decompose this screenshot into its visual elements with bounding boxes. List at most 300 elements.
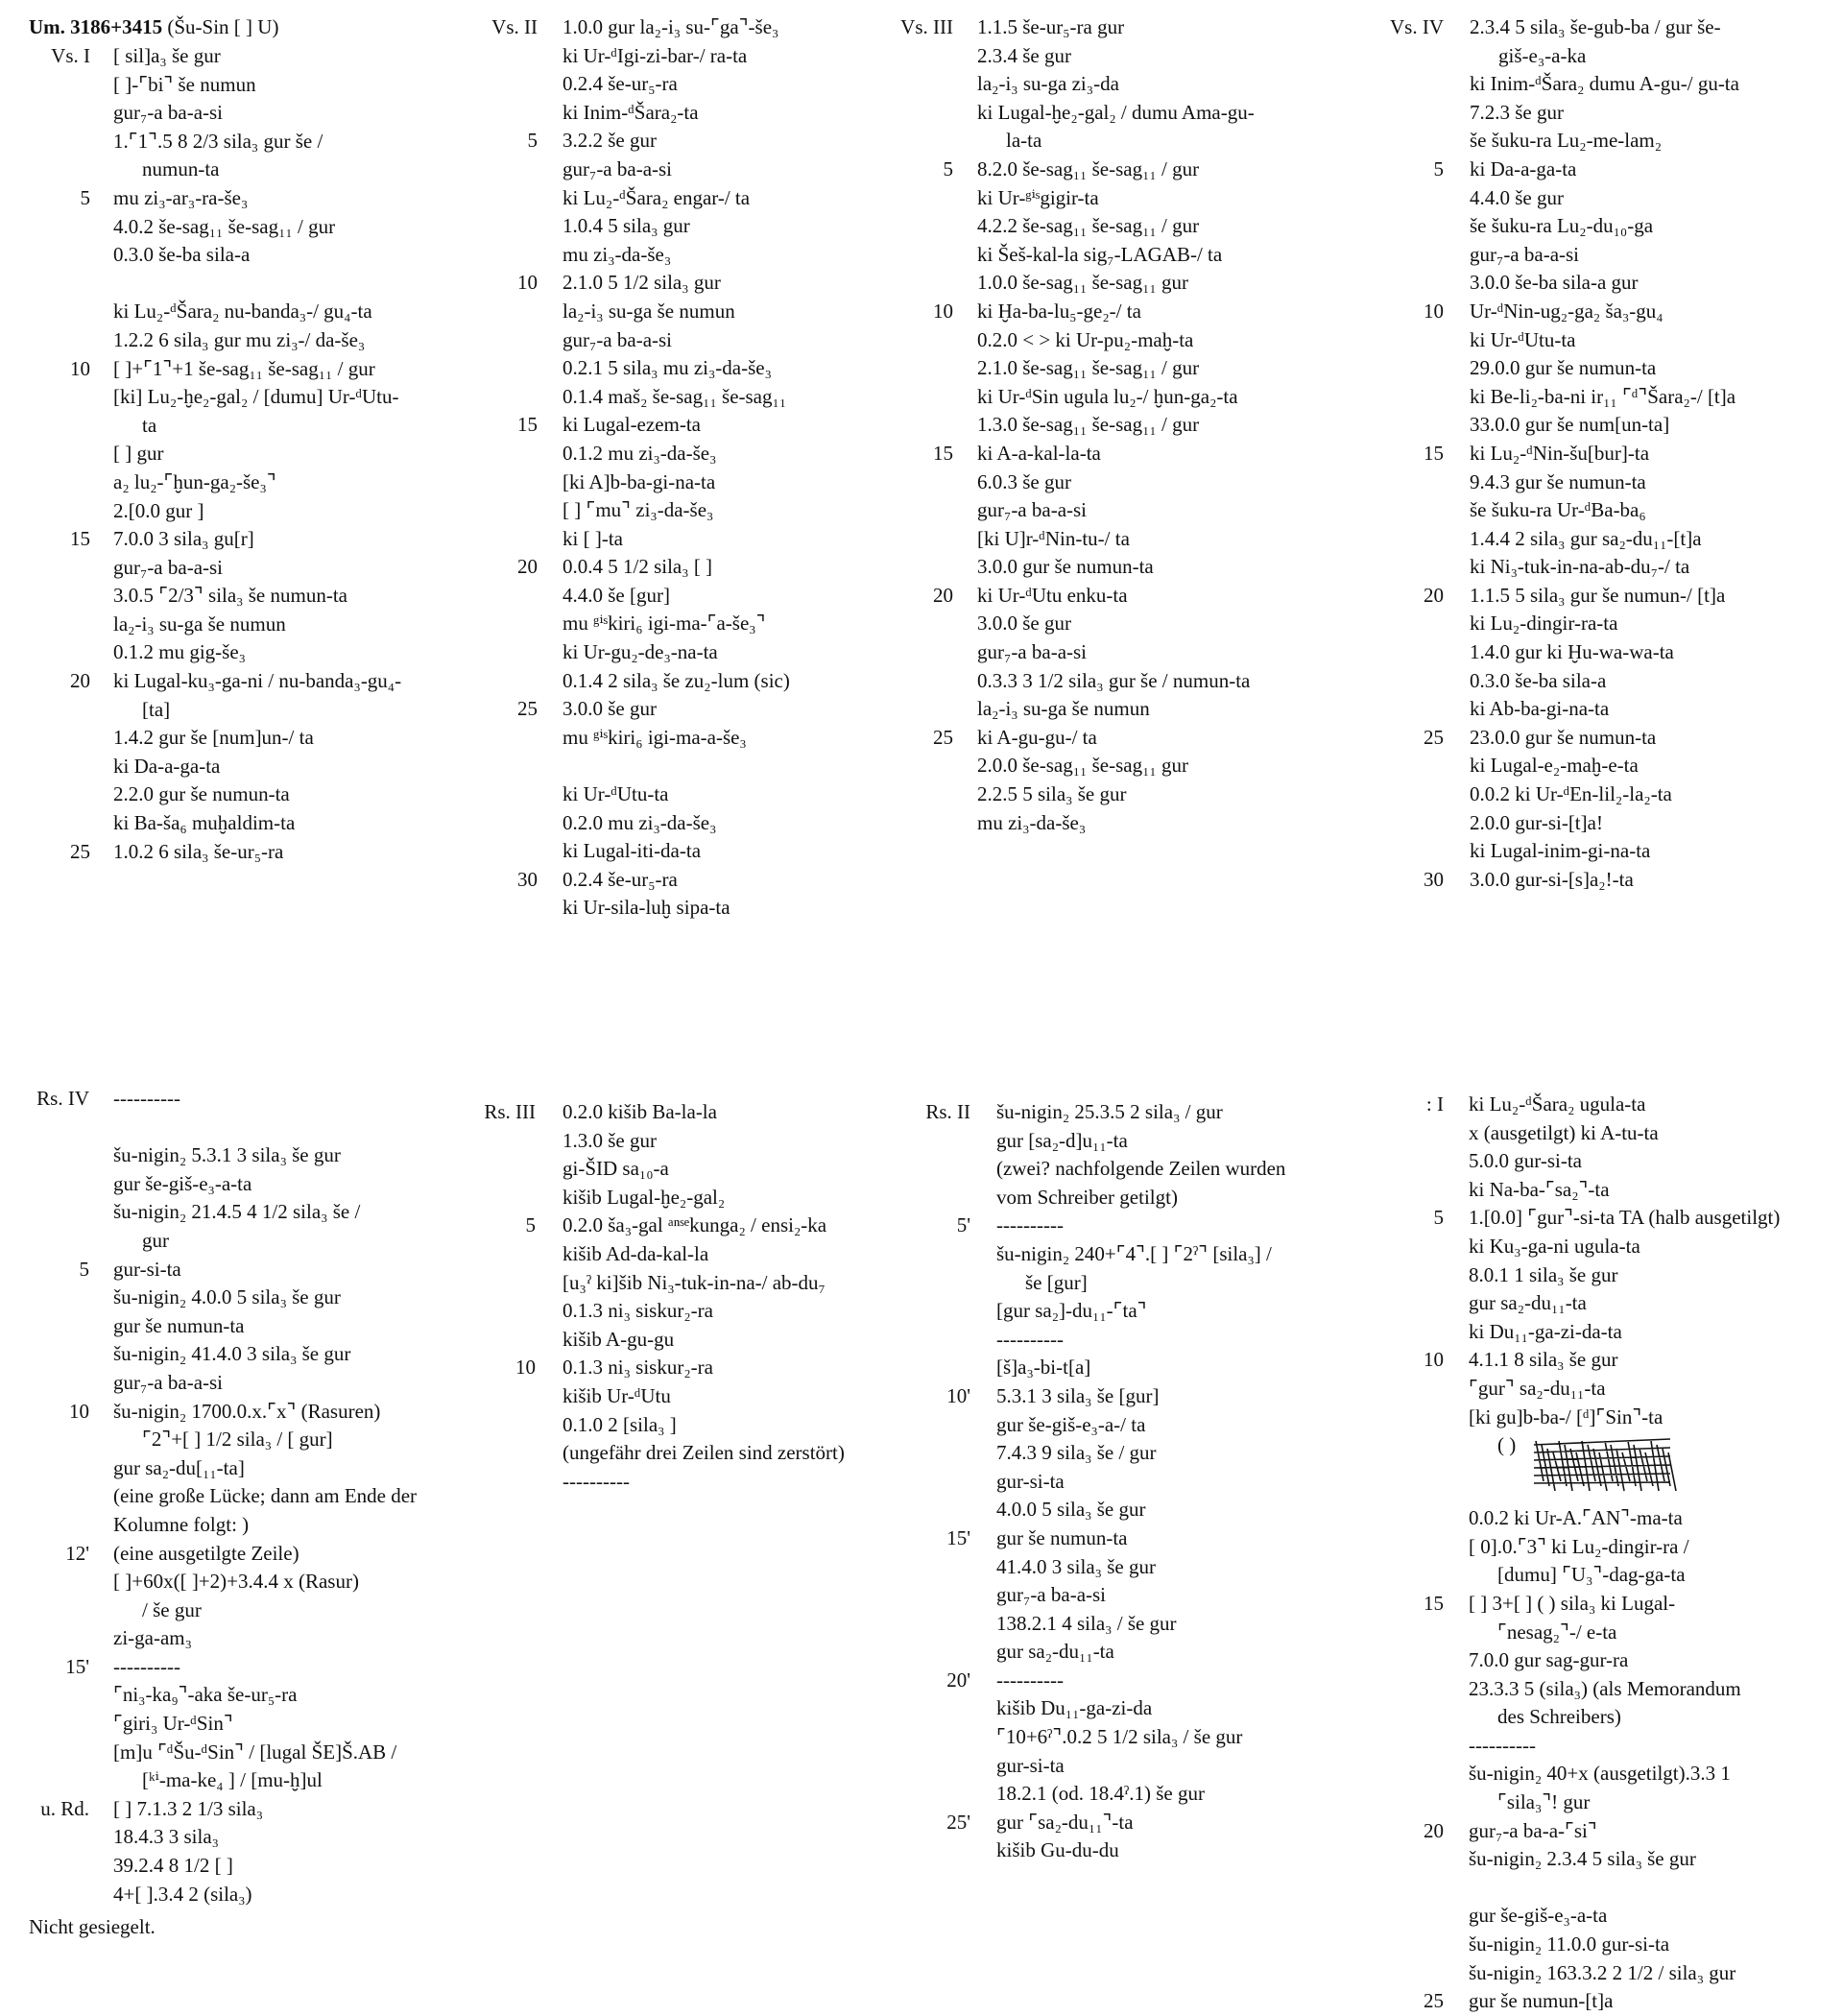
transliteration-line	[1382, 1533, 1814, 1562]
line-text: (eine ausgetilgte Zeile)	[113, 1541, 299, 1565]
line-text: a₂ lu₂-⌜ḫun-ga₂-še₃⌝	[113, 469, 276, 493]
line-number: 5	[1433, 156, 1444, 180]
line-text: [ sil]a₃ še gur	[113, 44, 221, 67]
transliteration-line	[472, 894, 875, 923]
line-text: ----------	[1469, 1733, 1536, 1757]
transliteration-line	[1382, 496, 1805, 525]
line-text: ki Ur-ᵈIgi-zi-bar-/ ra-ta	[562, 43, 748, 67]
transliteration-line	[910, 1098, 1332, 1127]
transliteration-line	[1382, 440, 1805, 468]
line-text: gur₇-a ba-a-si	[113, 555, 224, 579]
line-text: ki Na-ba-⌜sa₂⌝-ta	[1469, 1177, 1610, 1201]
transliteration-line	[910, 1723, 1332, 1752]
line-text: 0.3.0 še-ba sila-a	[113, 243, 251, 267]
line-text: še šuku-ra Lu₂-du₁₀-ga	[1470, 214, 1654, 238]
transliteration-line	[29, 838, 451, 867]
line-number: Rs. II	[925, 1100, 970, 1123]
transliteration-line	[1382, 1959, 1814, 1988]
column-vs-2	[472, 13, 875, 923]
transliteration-line	[891, 13, 1313, 42]
transliteration-line	[1382, 1732, 1814, 1761]
line-text: 23.3.3 5 (sila₃) (als Memorandum	[1469, 1676, 1741, 1700]
transliteration-line	[891, 326, 1313, 355]
transliteration-line	[472, 695, 875, 724]
transliteration-line	[29, 184, 451, 213]
column-vs-1	[29, 42, 451, 866]
line-text: 3.0.0 gur še numun-ta	[977, 555, 1154, 579]
line-text: gur₇-a ba-a-si	[977, 498, 1088, 522]
line-number: 20'	[946, 1668, 970, 1692]
transliteration-line	[472, 411, 875, 440]
line-text: 1.0.0 še-sag₁₁ še-sag₁₁ gur	[977, 271, 1188, 295]
transliteration-line	[891, 99, 1313, 128]
line-text: la₂-i₃ su-ga zi₃-da	[977, 72, 1119, 96]
line-text: 4.4.0 še gur	[1470, 185, 1564, 209]
line-text: [u₃ˀ ki]šib Ni₃-tuk-in-na-/ ab-du₇	[562, 1270, 826, 1294]
transliteration-line	[29, 525, 451, 554]
line-text: 0.2.0 < > ki Ur-pu₂-maḫ-ta	[977, 327, 1194, 351]
transliteration-line	[891, 212, 1313, 241]
line-number: Vs. III	[900, 15, 953, 38]
line-text: [ᵏⁱ-ma-ke₄ ] / [mu-ḫ]ul	[142, 1768, 323, 1792]
transliteration-line	[891, 156, 1313, 184]
line-text: 39.2.4 8 1/2 [ ]	[113, 1854, 233, 1878]
line-text: gur-si-ta	[996, 1753, 1065, 1777]
transliteration-line	[472, 1212, 875, 1240]
line-text: šu-nigin₂ 21.4.5 4 1/2 sila₃ še /	[113, 1200, 361, 1224]
line-text: 1.3.0 še-sag₁₁ še-sag₁₁ / gur	[977, 413, 1200, 437]
line-text: 2.2.5 5 sila₃ še gur	[977, 782, 1127, 806]
line-text: ⌜10+6ˀ⌝.0.2 5 1/2 sila₃ / še gur	[996, 1725, 1243, 1749]
line-text: 7.4.3 9 sila₃ še / gur	[996, 1441, 1157, 1465]
line-text: 1.2.2 6 sila₃ gur mu zi₃-/ da-še₃	[113, 327, 366, 351]
line-text: ki Lu₂-ᵈNin-šu[bur]-ta	[1470, 441, 1650, 465]
transliteration-line	[891, 667, 1313, 696]
transliteration-line	[472, 1098, 875, 1127]
transliteration-line	[29, 71, 451, 100]
line-text: 0.1.3 ni₃ siskur₂-ra	[562, 1299, 713, 1323]
transliteration-line	[1382, 156, 1805, 184]
transliteration-line	[1382, 1504, 1814, 1533]
transliteration-line	[29, 355, 451, 384]
line-text: 0.2.4 še-ur₅-ra	[562, 867, 678, 891]
line-text: ki Lu₂-ᵈŠara₂ engar-/ ta	[562, 185, 751, 209]
line-number: 15	[70, 527, 90, 551]
line-text: [ ] 3+[ ] ( ) sila₃ ki Lugal-	[1469, 1591, 1676, 1615]
transliteration-line	[891, 269, 1313, 298]
line-text: 2.[0.0 gur ]	[113, 498, 204, 522]
transliteration-line	[29, 412, 451, 441]
line-text: 7.0.0 gur sag-gur-ra	[1469, 1648, 1629, 1672]
line-text: gur še numun-[t]a	[1469, 1989, 1614, 2013]
transliteration-line	[29, 326, 451, 355]
line-text: 9.4.3 gur še numun-ta	[1470, 469, 1646, 493]
transliteration-line	[1382, 1590, 1814, 1619]
tablet-header	[29, 13, 278, 42]
transliteration-line	[472, 354, 875, 383]
transliteration-line	[891, 638, 1313, 667]
transliteration-line	[1382, 1902, 1814, 1931]
line-number: 10	[517, 271, 538, 295]
line-number: Vs. IV	[1390, 15, 1444, 38]
line-number: Rs. III	[484, 1100, 536, 1123]
line-text: 41.4.0 3 sila₃ še gur	[996, 1554, 1156, 1578]
line-text: šu-nigin₂ 25.3.5 2 sila₃ / gur	[996, 1100, 1223, 1123]
transliteration-line	[472, 1411, 875, 1440]
transliteration-line	[1382, 1289, 1814, 1318]
line-text: x (ausgetilgt) ki A-tu-ta	[1469, 1120, 1659, 1144]
transliteration-line	[472, 269, 875, 298]
transliteration-line	[472, 326, 875, 355]
line-number: 25	[517, 697, 538, 721]
line-text: 29.0.0 gur še numun-ta	[1470, 356, 1657, 380]
column-rs-3	[472, 1098, 875, 1496]
line-number: 10	[1424, 1348, 1444, 1372]
line-text: ki Inim-ᵈŠara₂-ta	[562, 100, 699, 124]
transliteration-line	[1382, 411, 1805, 440]
line-text: [ 0].0.⌜3⌝ ki Lu₂-dingir-ra /	[1469, 1534, 1689, 1558]
transliteration-line	[472, 298, 875, 326]
line-text: ki Da-a-ga-ta	[113, 754, 221, 778]
line-text: ki Lugal-ku₃-ga-ni / nu-banda₃-gu₄-	[113, 669, 402, 693]
line-number: 25	[1424, 1989, 1444, 2013]
transliteration-line	[1382, 99, 1805, 128]
line-text: [š]a₃-bi-t[a]	[996, 1356, 1091, 1380]
column-vs-4	[1382, 13, 1805, 894]
transliteration-line	[29, 128, 451, 156]
transliteration-line	[29, 1766, 470, 1795]
line-text: [ki gu]b-ba-/ [ᵈ]⌜Sin⌝-ta	[1469, 1404, 1663, 1428]
line-text: [gur sa₂]-du₁₁-⌜ta⌝	[996, 1299, 1147, 1323]
line-text: ta	[142, 413, 157, 437]
line-text: ki Lu₂-ᵈŠara₂ ugula-ta	[1469, 1092, 1646, 1116]
line-number: u. Rd.	[40, 1796, 89, 1820]
line-number: 5	[525, 1213, 536, 1237]
transliteration-line	[1382, 241, 1805, 270]
transliteration-line	[29, 241, 451, 270]
line-number: 20	[933, 583, 953, 607]
line-text: numun-ta	[142, 157, 220, 181]
line-text: šu-nigin₂ 5.3.1 3 sila₃ še gur	[113, 1143, 341, 1167]
transliteration-line	[891, 42, 1313, 71]
line-text: gur₇-a ba-a-si	[977, 640, 1088, 664]
line-text: ki Lugal-ezem-ta	[562, 413, 702, 437]
line-text: 0.0.2 ki Ur-A.⌜AN⌝-ma-ta	[1469, 1506, 1683, 1530]
transliteration-line	[29, 1795, 470, 1824]
line-text: mu zi₃-da-še₃	[977, 810, 1087, 834]
line-text: šu-nigin₂ 41.4.0 3 sila₃ še gur	[113, 1342, 351, 1366]
line-text: gur [sa₂-d]u₁₁-ta	[996, 1128, 1128, 1152]
transliteration-line	[472, 1354, 875, 1382]
column-rs-2	[910, 1098, 1332, 1865]
line-text: ( )	[1497, 1433, 1517, 1457]
line-text: ⌜ni₃-ka₉⌝-aka še-ur₅-ra	[113, 1683, 298, 1707]
transliteration-line	[910, 1212, 1332, 1240]
transliteration-line	[1382, 1760, 1814, 1788]
cuneiform-sketch-icon	[1526, 1433, 1680, 1500]
line-text: zi-ga-am₃	[113, 1626, 192, 1650]
line-text: gur še-giš-e₃-a-/ ta	[996, 1412, 1146, 1436]
transliteration-line	[891, 752, 1313, 780]
line-text: 0.1.4 maš₂ še-sag₁₁ še-sag₁₁	[562, 384, 787, 408]
line-text: 0.2.0 mu zi₃-da-še₃	[562, 810, 717, 834]
line-number: 12'	[65, 1541, 89, 1565]
line-text: 2.2.0 gur še numun-ta	[113, 782, 290, 806]
line-text: 2.3.4 5 sila₃ še-gub-ba / gur še-	[1470, 15, 1721, 38]
line-text: 2.1.0 še-sag₁₁ še-sag₁₁ / gur	[977, 356, 1200, 380]
line-text: ⌜gur⌝ sa₂-du₁₁-ta	[1469, 1376, 1606, 1400]
transliteration-line	[1382, 42, 1805, 71]
transliteration-line	[472, 1155, 875, 1184]
line-number: 15	[1424, 441, 1444, 465]
transliteration-line	[1382, 1119, 1814, 1148]
transliteration-line	[891, 809, 1313, 838]
transliteration-line	[472, 127, 875, 156]
line-text: 4.4.0 še [gur]	[562, 583, 670, 607]
transliteration-line	[29, 638, 451, 667]
line-text: 8.0.1 1 sila₃ še gur	[1469, 1262, 1618, 1286]
transliteration-line	[29, 440, 451, 468]
line-text: 7.2.3 še gur	[1470, 100, 1564, 124]
line-number: 10	[933, 299, 953, 323]
transliteration-line	[29, 1170, 470, 1199]
line-text: 2.1.0 5 1/2 sila₃ gur	[562, 271, 721, 295]
line-text: šu-nigin₂ 1700.0.x.⌜x⌝ (Rasuren)	[113, 1399, 381, 1423]
line-text: gur₇-a ba-a-si	[1470, 242, 1580, 266]
transliteration-line	[472, 1269, 875, 1298]
line-text: ki Inim-ᵈŠara₂ dumu A-gu-/ gu-ta	[1470, 72, 1739, 96]
transliteration-line	[29, 1312, 470, 1341]
line-text: 1.0.2 6 sila₃ še-ur₅-ra	[113, 839, 284, 863]
line-text: gur še-giš-e₃-a-ta	[113, 1171, 252, 1195]
line-number: 25	[933, 725, 953, 749]
transliteration-line	[29, 270, 451, 299]
transliteration-line	[472, 70, 875, 99]
line-text: ⌜nesag₂⌝-/ e-ta	[1497, 1620, 1617, 1644]
line-text: šu-nigin₂ 240+⌜4⌝.[ ] ⌜2ˀ⌝ [sila₃] /	[996, 1241, 1272, 1265]
transliteration-line	[1382, 468, 1805, 497]
line-text: šu-nigin₂ 4.0.0 5 sila₃ še gur	[113, 1285, 341, 1309]
line-number: Vs. I	[51, 44, 90, 67]
line-text: 6.0.3 še gur	[977, 469, 1071, 493]
line-number: 15	[933, 441, 953, 465]
line-number: 15'	[946, 1525, 970, 1549]
line-text: gi-ŠID sa₁₀-a	[562, 1157, 669, 1181]
line-text: la₂-i₃ su-ga še numun	[113, 612, 286, 636]
transliteration-line	[910, 1836, 1332, 1865]
line-text: 0.2.0 kišib Ba-la-la	[562, 1100, 717, 1123]
transliteration-line	[472, 724, 875, 753]
line-text: 1.0.0 gur la₂-i₃ su-⌜ga⌝-še₃	[562, 15, 779, 38]
line-text: ki Lugal-ḫe₂-gal₂ / dumu Ama-gu-	[977, 100, 1255, 124]
line-number: 10	[69, 1399, 89, 1423]
line-text: gur še numun-ta	[113, 1313, 245, 1337]
transliteration-line	[891, 298, 1313, 326]
transliteration-line	[29, 1256, 470, 1284]
transliteration-line	[891, 610, 1313, 638]
transliteration-line	[1382, 1318, 1814, 1347]
transliteration-line	[29, 1454, 470, 1483]
tablet-ruler: (Šu-Sin [ ] U)	[162, 15, 279, 38]
line-text: 1.4.2 gur še [num]un-/ ta	[113, 726, 314, 750]
transliteration-line	[1382, 752, 1805, 780]
line-number: 30	[1424, 867, 1444, 891]
line-text: kišib Du₁₁-ga-zi-da	[996, 1696, 1153, 1720]
line-text: šu-nigin₂ 11.0.0 gur-si-ta	[1469, 1932, 1670, 1956]
transliteration-line	[1382, 269, 1805, 298]
line-text: gur sa₂-du₁₁-ta	[1469, 1291, 1587, 1315]
transliteration-line	[472, 866, 875, 895]
line-text: še šuku-ra Ur-ᵈBa-ba₆	[1470, 498, 1646, 522]
line-text: des Schreibers)	[1497, 1705, 1621, 1729]
transliteration-line	[1382, 809, 1805, 838]
transliteration-line	[1382, 695, 1805, 724]
line-number: 25	[1424, 725, 1444, 749]
transliteration-line	[1382, 582, 1805, 611]
line-text: gur₇-a ba-a-⌜si⌝	[1469, 1818, 1597, 1842]
line-text: ----------	[996, 1213, 1064, 1237]
transliteration-line	[29, 468, 451, 497]
transliteration-line	[29, 1823, 470, 1852]
line-number: 20	[517, 555, 538, 579]
line-text: [ ]-⌜bi⌝ še numun	[113, 72, 256, 96]
line-text: ki Ur-sila-luḫ sipa-ta	[562, 896, 730, 920]
line-text: 5.0.0 gur-si-ta	[1469, 1149, 1582, 1173]
line-number: 25	[70, 839, 90, 863]
transliteration-line	[891, 127, 1313, 156]
transliteration-line	[472, 99, 875, 128]
line-text: kišib Gu-du-du	[996, 1838, 1119, 1862]
transliteration-line	[29, 780, 451, 809]
line-text: ⌜sila₃⌝! gur	[1497, 1790, 1591, 1814]
transliteration-line	[891, 695, 1313, 724]
line-text: 4+[ ].3.4 2 (sila₃)	[113, 1882, 252, 1906]
transliteration-line	[910, 1439, 1332, 1468]
line-text: gur-si-ta	[996, 1469, 1065, 1493]
line-text: [ ] 7.1.3 2 1/3 sila₃	[113, 1796, 264, 1820]
transliteration-line	[1382, 1646, 1814, 1675]
line-text: 23.0.0 gur še numun-ta	[1470, 725, 1657, 749]
line-text: ki Ur-ᵈUtu-ta	[1470, 327, 1576, 351]
transliteration-line	[29, 1653, 470, 1682]
line-text: 1.1.5 5 sila₃ gur še numun-/ [t]a	[1470, 583, 1726, 607]
transliteration-line	[891, 780, 1313, 809]
transliteration-line	[1382, 1561, 1814, 1590]
transliteration-line	[1382, 326, 1805, 355]
line-text: ki [ ]-ta	[562, 526, 623, 550]
line-text: 0.1.0 2 [sila₃ ]	[562, 1412, 677, 1436]
transliteration-line	[1382, 212, 1805, 241]
transliteration-line	[1382, 1675, 1814, 1704]
line-text: ki Da-a-ga-ta	[1470, 156, 1577, 180]
transliteration-line	[472, 1184, 875, 1212]
transliteration-line	[1382, 70, 1805, 99]
line-text: gur₇-a ba-a-si	[562, 327, 673, 351]
transliteration-line	[891, 496, 1313, 525]
line-text: Kolumne folgt: )	[113, 1512, 250, 1536]
line-text: še šuku-ra Lu₂-me-lam₂	[1470, 129, 1663, 153]
line-text: ----------	[996, 1327, 1064, 1351]
line-text: ⌜giri₃ Ur-ᵈSin⌝	[113, 1712, 233, 1736]
transliteration-line	[472, 1439, 875, 1468]
line-text: 33.0.0 gur še num[un-ta]	[1470, 413, 1670, 437]
transliteration-line	[29, 753, 451, 781]
line-text: 1.1.5 še-ur₅-ra gur	[977, 15, 1125, 38]
transliteration-line	[1382, 1233, 1814, 1261]
transliteration-line	[891, 184, 1313, 213]
line-text: 2.0.0 še-sag₁₁ še-sag₁₁ gur	[977, 754, 1188, 778]
transliteration-line	[1382, 1987, 1814, 2016]
line-number: 15'	[65, 1654, 89, 1678]
transliteration-line	[472, 525, 875, 554]
transliteration-line	[1382, 553, 1805, 582]
transliteration-line	[472, 440, 875, 468]
transliteration-line	[910, 1752, 1332, 1781]
transliteration-line	[910, 1638, 1332, 1667]
transliteration-line	[29, 1568, 470, 1596]
transliteration-line	[472, 667, 875, 696]
transliteration-line	[1382, 13, 1805, 42]
line-text: ----------	[113, 1654, 180, 1678]
transliteration-line	[1382, 1788, 1814, 1817]
line-text: 2.0.0 gur-si-[t]a!	[1470, 810, 1603, 834]
line-text: ki Du₁₁-ga-zi-da-ta	[1469, 1319, 1622, 1343]
line-number: 20	[1424, 1818, 1444, 1842]
transliteration-line	[29, 497, 451, 526]
transliteration-line	[29, 582, 451, 611]
line-text: 1.3.0 še gur	[562, 1128, 657, 1152]
transliteration-line	[891, 724, 1313, 753]
transliteration-line	[472, 809, 875, 838]
transliteration-line	[891, 468, 1313, 497]
line-text: / še gur	[142, 1597, 202, 1621]
transliteration-line	[29, 667, 451, 696]
transliteration-line	[910, 1694, 1332, 1723]
line-text: ki Ur-ᵈUtu enku-ta	[977, 583, 1128, 607]
line-number: 5	[527, 129, 538, 153]
line-text: 3.0.0 še-ba sila-a gur	[1470, 271, 1639, 295]
line-text: ki Ur-ᵈUtu-ta	[562, 782, 669, 806]
transliteration-line	[472, 42, 875, 71]
line-text: vom Schreiber getilgt)	[996, 1185, 1178, 1209]
transliteration-line	[29, 1114, 470, 1142]
line-number: 5	[79, 1257, 89, 1281]
transliteration-line	[472, 1468, 875, 1497]
transliteration-line	[1382, 1431, 1814, 1504]
line-text: 1.4.0 gur ki Ḫu-wa-wa-ta	[1470, 640, 1674, 664]
transliteration-line	[472, 1240, 875, 1269]
line-text: 1.0.4 5 sila₃ gur	[562, 214, 690, 238]
line-text: 3.0.0 še gur	[562, 697, 657, 721]
line-text: 0.2.1 5 sila₃ mu zi₃-da-še₃	[562, 356, 772, 380]
transliteration-line	[891, 411, 1313, 440]
transliteration-line	[891, 582, 1313, 611]
transliteration-line	[29, 1852, 470, 1881]
line-text: ki Ba-ša₆ muḫaldim-ta	[113, 811, 296, 835]
transliteration-line	[891, 354, 1313, 383]
line-text: 3.0.0 gur-si-[s]a₂!-ta	[1470, 867, 1634, 891]
transliteration-line	[29, 1624, 470, 1653]
line-text: ----------	[996, 1668, 1064, 1692]
line-text: kišib Lugal-ḫe₂-gal₂	[562, 1185, 726, 1209]
line-text: 4.1.1 8 sila₃ še gur	[1469, 1348, 1618, 1372]
line-text: ----------	[562, 1469, 630, 1493]
column-rs-1	[1382, 1091, 1814, 2016]
line-text: 18.2.1 (od. 18.4ˀ.1) še gur	[996, 1782, 1205, 1806]
transliteration-line	[1382, 1931, 1814, 1959]
transliteration-line	[29, 1596, 470, 1625]
line-text: 2.3.4 še gur	[977, 43, 1071, 67]
